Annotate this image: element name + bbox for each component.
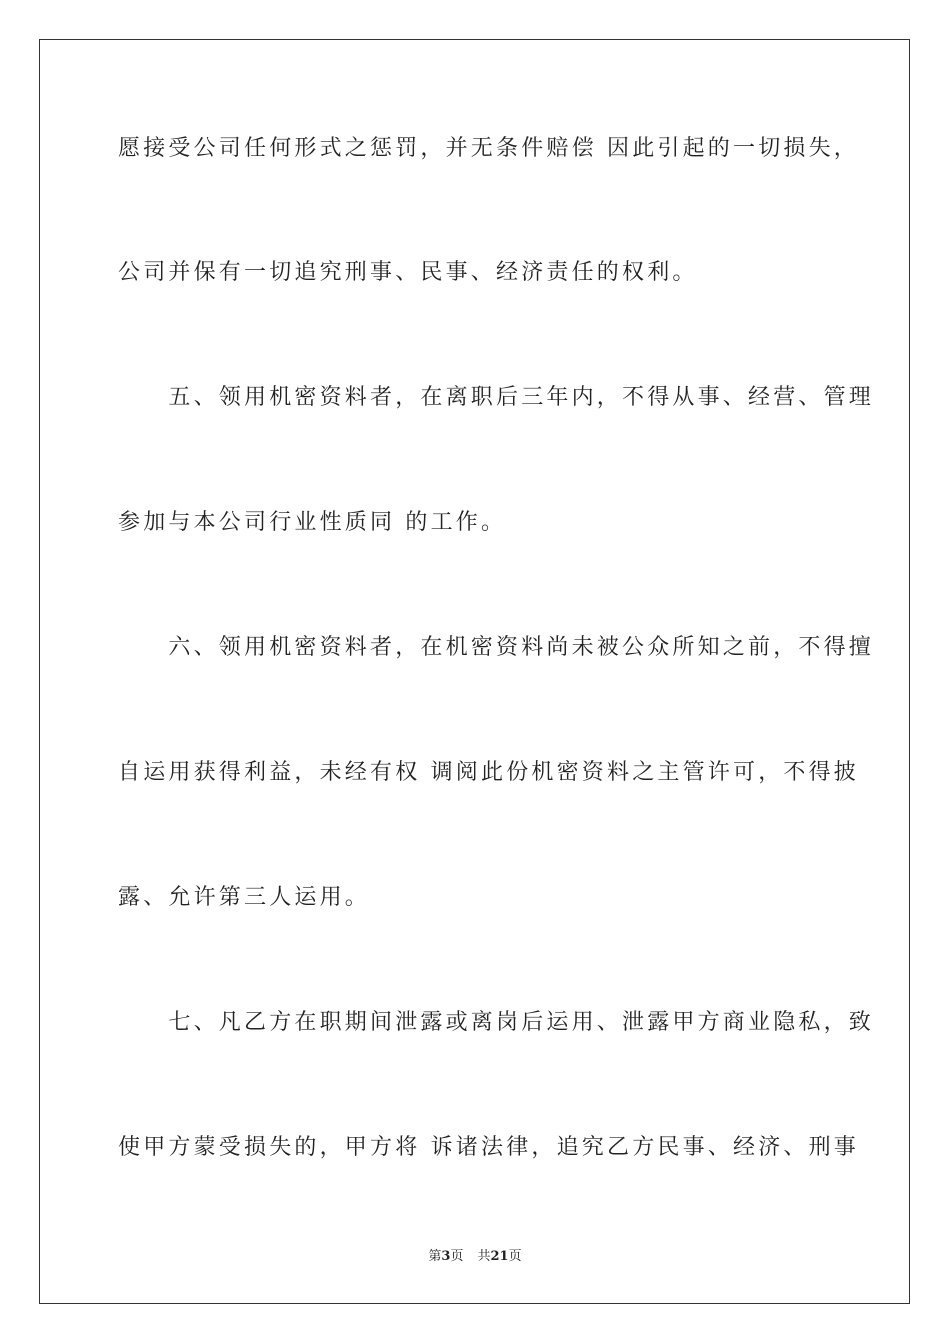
body-text-line: 自运用获得利益，未经有权 调阅此份机密资料之主管许可，不得披 bbox=[118, 760, 859, 785]
total-suffix: 页 bbox=[508, 1249, 522, 1264]
page-prefix: 第 bbox=[428, 1249, 442, 1264]
page-suffix: 页 bbox=[450, 1249, 464, 1264]
body-text-line: 七、凡乙方在职期间泄露或离岗后运用、泄露甲方商业隐私，致 bbox=[118, 1010, 875, 1035]
page-footer bbox=[0, 1249, 950, 1265]
body-text-line: 愿接受公司任何形式之惩罚，并无条件赔偿 因此引起的一切损失， bbox=[118, 136, 859, 161]
total-prefix: 共 bbox=[477, 1249, 491, 1264]
body-text-line: 参加与本公司行业性质同 的工作。 bbox=[118, 510, 507, 535]
body-text-line: 六、领用机密资料者，在机密资料尚未被公众所知之前，不得擅 bbox=[118, 635, 875, 660]
body-text-line: 公司并保有一切追究刑事、民事、经济责任的权利。 bbox=[118, 260, 698, 285]
body-text-line: 使甲方蒙受损失的，甲方将 诉诸法律，追究乙方民事、经济、刑事 bbox=[118, 1135, 859, 1160]
body-text-line: 五、领用机密资料者，在离职后三年内，不得从事、经营、管理 bbox=[118, 385, 875, 410]
body-text-line: 露、允许第三人运用。 bbox=[118, 885, 371, 910]
page-border bbox=[39, 39, 910, 1304]
total-pages: 21 bbox=[490, 1249, 509, 1264]
page-number: 3 bbox=[441, 1249, 451, 1264]
